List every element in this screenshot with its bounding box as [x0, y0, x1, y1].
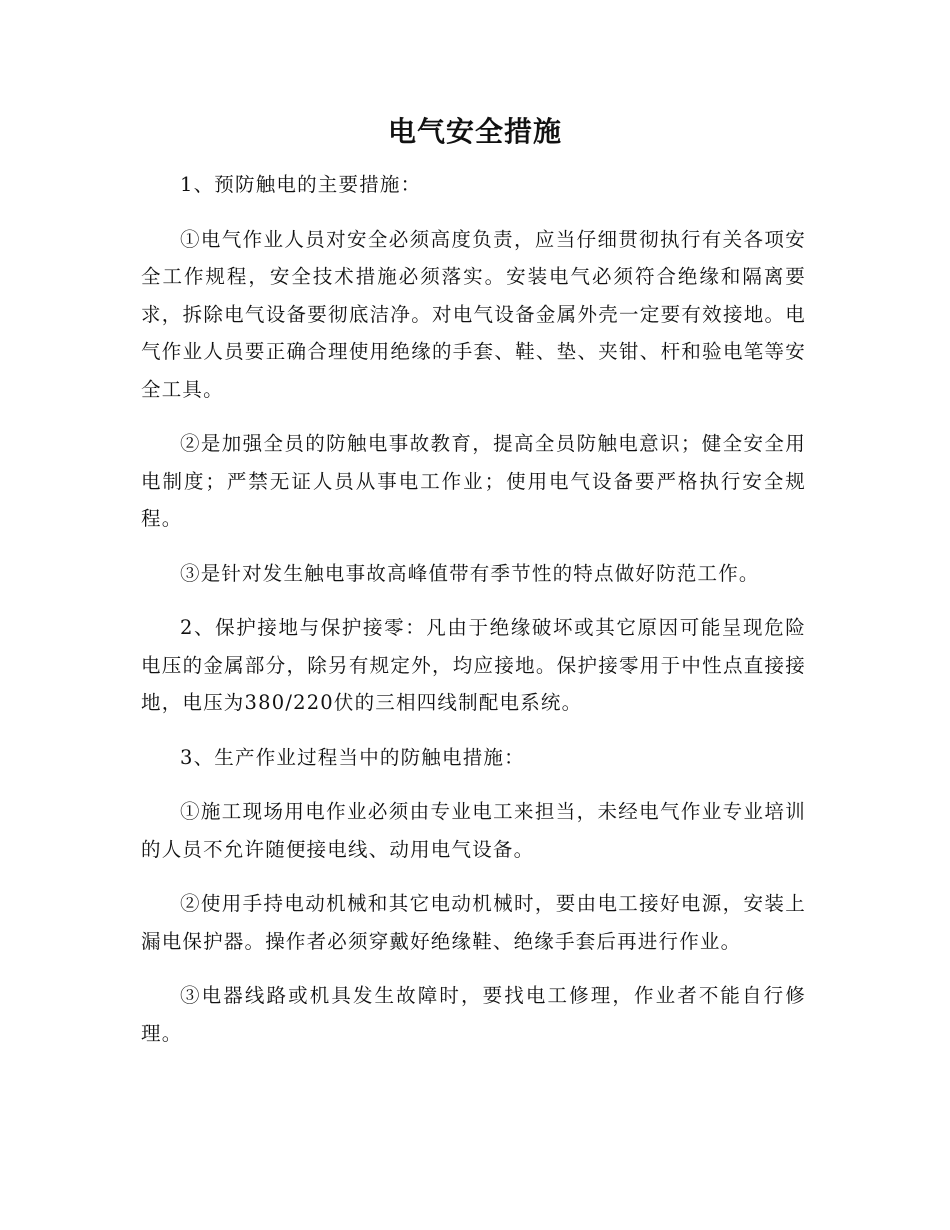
paragraph-3-1: ①施工现场用电作业必须由专业电工来担当，未经电气作业专业培训的人员不允许随便接电线、动用电气设备。	[141, 800, 806, 861]
paragraph-1-3: ③是针对发生触电事故高峰值带有季节性的特点做好防范工作。	[180, 561, 760, 585]
section-heading-2: 2、保护接地与保护接零：凡由于绝缘破坏或其它原因可能呈现危险电压的金属部分，除另有规定外，均应接地。保护接零用于中性点直接接地，电压为380/220伏的三相四线制配电系统。	[141, 616, 806, 714]
paragraph-3-3: ③电器线路或机具发生故障时，要找电工修理，作业者不能自行修理。	[141, 984, 806, 1045]
paragraph-3-2: ②使用手持电动机械和其它电动机械时，要由电工接好电源，安装上漏电保护器。操作者必须穿戴好绝缘鞋、绝缘手套后再进行作业。	[141, 892, 806, 953]
section-heading-3: 3、生产作业过程当中的防触电措施：	[180, 745, 525, 769]
document-body	[141, 166, 806, 1069]
document-title: 电气安全措施	[387, 115, 562, 148]
paragraph-1-1: ①电气作业人员对安全必须高度负责，应当仔细贯彻执行有关各项安全工作规程，安全技术措施必须落实。安装电气必须符合绝缘和隔离要求，拆除电气设备要彻底洁净。对电气设备金属外壳一定要有效接地。电气作业人员要正确合理使用绝缘的手套、鞋、垫、夹钳、杆和验电笔等安全工具。	[141, 227, 806, 401]
section-heading-1: 1、预防触电的主要措施：	[180, 173, 422, 196]
paragraph-1-2: ②是加强全员的防触电事故教育，提高全员防触电意识；健全安全用电制度；严禁无证人员从事电工作业；使用电气设备要严格执行安全规程。	[141, 432, 806, 530]
